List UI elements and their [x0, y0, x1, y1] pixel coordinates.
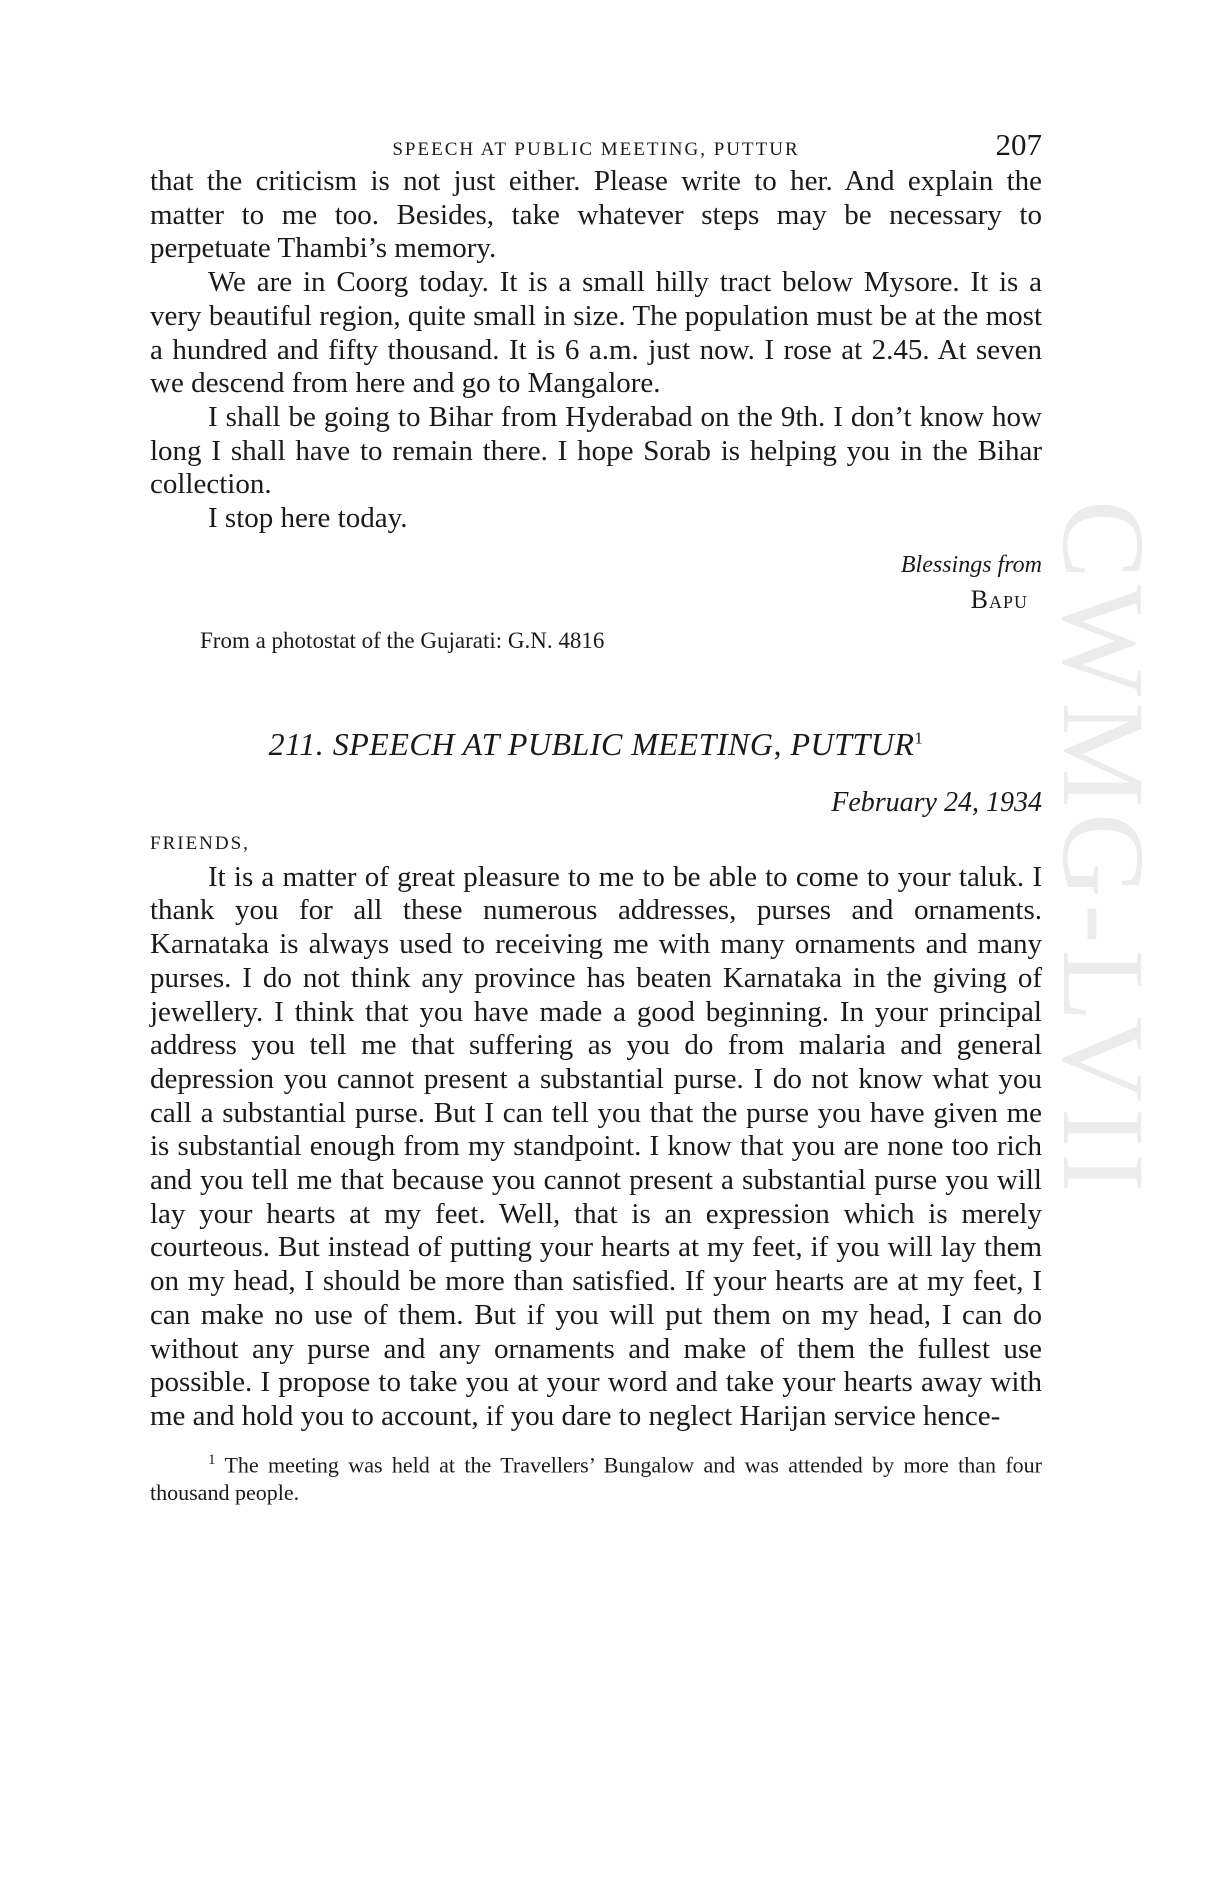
sign-off	[150, 548, 1042, 618]
source-note: From a photostat of the Gujarati: G.N. 4816	[200, 627, 605, 653]
letter-paragraph-1: that the criticism is not just either. Please write to her. And explain the matter to me too. Besides, take whatever steps may be necessary to perpetuate Thambi’s memory.	[150, 165, 1042, 265]
letter-paragraph-2: We are in Coorg today. It is a small hilly tract below Mysore. It is a very beautiful region, quite small in size. The population must be at the most a hundred and fifty thousand. It is 6 a.m. just now. I rose at 2.45. At seven we descend from here and go to Mangalore.	[150, 266, 1042, 400]
salutation: FRIENDS,	[150, 832, 250, 854]
watermark: CWMG-LVII	[1038, 500, 1169, 1199]
footnote-reference: 1	[914, 728, 924, 748]
footnote-text: The meeting was held at the Travellers’ Bungalow and was attended by more than four thousand people.	[150, 1452, 1042, 1506]
speech-paragraph: It is a matter of great pleasure to me to be able to come to your taluk. I thank you for all these numerous addresses, purses and ornaments. Karnataka is always used to receiving me with many ornaments and many purses. I do not think any province has beaten Karnataka in the giving of jewellery. I think that you have made a good beginning. In your principal address you tell me that suffering as you do from malaria and general depression you cannot present a substantial purse. I do not know what you call a substantial purse. But I can tell you that the purse you have given me is substantial enough from my standpoint. I know that you are none too rich and you tell me that because you cannot present a substantial purse you will lay your hearts at my feet. Well, that is an expression which is merely courteous. But instead of putting your hearts at my feet, if you will lay them on my head, I should be more than satisfied. If your hearts are at my feet, I can make no use of them. But if you will put them on my head, I can do without any purse and any ornaments and make of them the fullest use possible. I propose to take you at your word and take your hearts away with me and hold you to account, if you dare to neglect Harijan service hence-	[150, 860, 1042, 1432]
footnote-marker: 1	[208, 1451, 216, 1468]
letter-paragraph-3: I shall be going to Bihar from Hyderabad on the 9th. I don’t know how long I shall have to remain there. I hope Sorab is helping you in the Bihar collection.	[150, 400, 1042, 501]
footnote	[150, 1446, 1042, 1507]
running-title: SPEECH AT PUBLIC MEETING, PUTTUR	[392, 139, 800, 160]
letter-paragraph-4: I stop here today.	[208, 502, 408, 535]
running-head	[150, 125, 1042, 165]
blessings-line: Blessings from	[900, 551, 1042, 578]
speech-date: February 24, 1934	[831, 786, 1042, 818]
signature: Bapu	[970, 584, 1028, 614]
section-heading-text: 211. SPEECH AT PUBLIC MEETING, PUTTUR	[268, 725, 915, 762]
page-number: 207	[995, 127, 1042, 162]
section-heading	[150, 726, 1042, 763]
document-page	[150, 125, 1042, 1507]
